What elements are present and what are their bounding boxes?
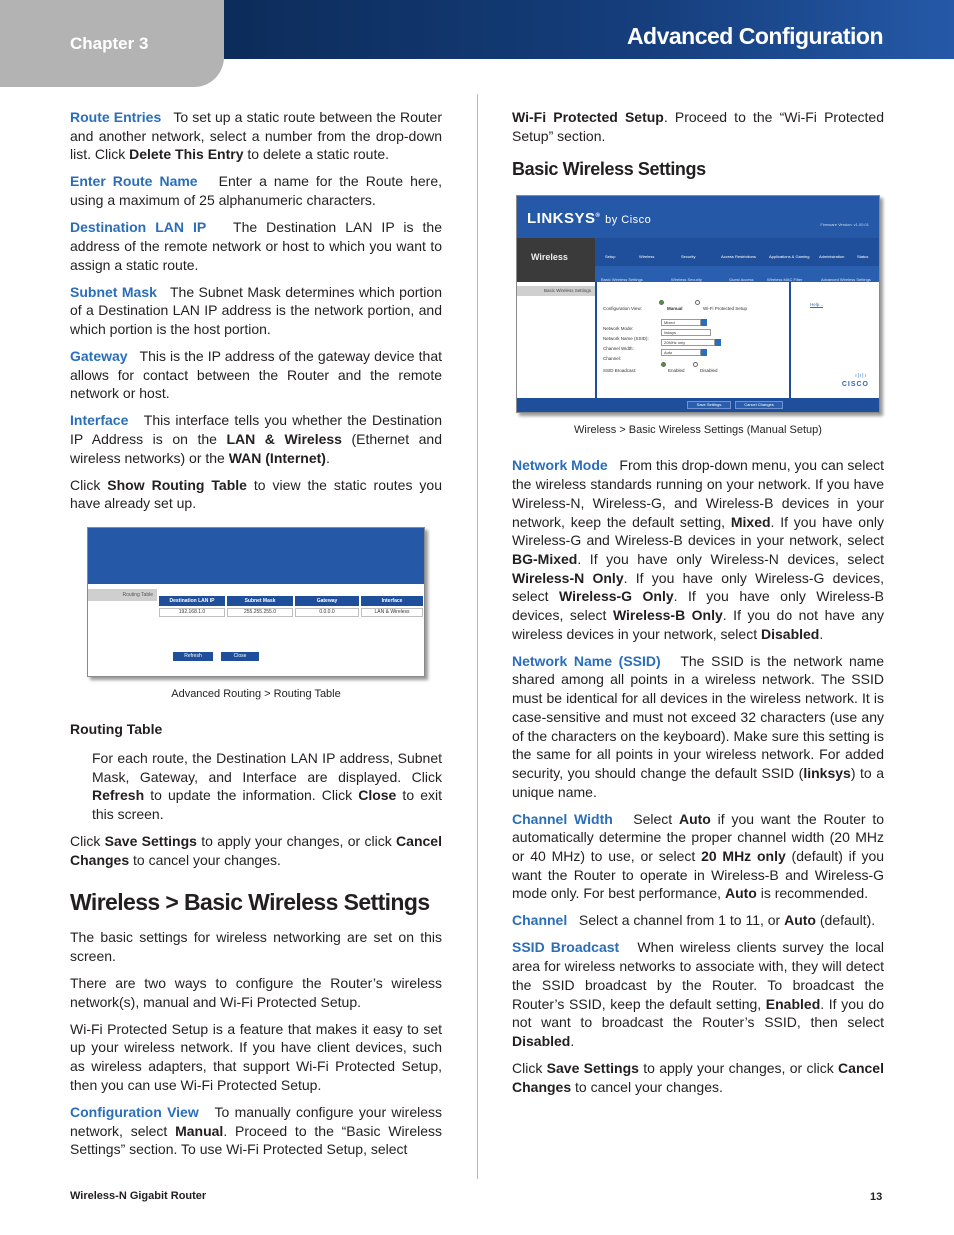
subtab-security: Wireless Security: [671, 277, 702, 283]
tab-applications-gaming: Applications & Gaming: [769, 254, 810, 260]
cancel-changes-button: Cancel Changes: [735, 401, 783, 409]
title-bar: [224, 0, 954, 59]
text: to delete a static route.: [243, 146, 390, 163]
text: This is the IP address of the gateway device that allows for contact between the Router and the remote network or host.: [70, 347, 442, 402]
refresh-button: Refresh: [173, 652, 213, 661]
radio-disabled: [693, 362, 698, 367]
footer-page-number: 13: [870, 1191, 883, 1203]
bold-text: Disabled: [761, 625, 820, 642]
text: . If you do not want to broadcast the Router’s SSID, then select: [512, 995, 884, 1031]
table-header-destination: Destination LAN IP: [159, 596, 225, 606]
channel-width-select: 20MHz only: [661, 339, 715, 346]
ssid-label: Network Name (SSID):: [603, 336, 649, 342]
bold-text: Wi-Fi Protected Setup: [512, 109, 664, 125]
left-rule: [595, 282, 597, 398]
bold-text: Save Settings: [546, 1059, 639, 1076]
text: . Proceed to the “Wi-Fi Protected Setup” section.: [512, 109, 884, 144]
text: to view the static routes you have already set up.: [70, 476, 443, 512]
para-wireless-2: There are two ways to configure the Router’s wireless network(s), manual and Wi-Fi Protected Setup.: [70, 975, 442, 1010]
text: .: [819, 625, 824, 642]
section-label: Wireless: [531, 252, 568, 263]
screenshot-body: [517, 282, 879, 398]
wireless-caption: Wireless > Basic Wireless Settings (Manual Setup): [574, 424, 822, 437]
footer-product: Wireless-N Gigabit Router: [70, 1190, 207, 1202]
para-show-routing-table: [70, 476, 442, 513]
cisco-bars-icon: ı|ı|ı: [855, 372, 867, 379]
routing-table-caption: Advanced Routing > Routing Table: [171, 688, 341, 701]
network-mode-select: Mixed: [661, 319, 701, 326]
table-header-interface: Interface: [361, 596, 423, 606]
bold-text: Auto: [724, 885, 757, 902]
routing-table-figure: [70, 527, 442, 701]
main-tabs: [595, 238, 879, 266]
term-network-name: Network Name (SSID): [512, 652, 661, 669]
wireless-settings-screenshot: [516, 195, 880, 413]
tab-setup: Setup: [605, 254, 616, 260]
radio-enabled-label: Enabled: [668, 368, 685, 374]
bold-text: Wireless-N Only: [512, 569, 624, 586]
text: to apply your changes, or click: [638, 1059, 839, 1076]
text: is recommended.: [756, 885, 869, 902]
tab-access-restrictions: Access Restrictions: [721, 254, 756, 260]
bold-text: Close: [358, 787, 397, 804]
radio-manual-label: Manual: [667, 306, 683, 312]
table-cell-destination: 192.168.1.0: [159, 608, 225, 617]
basic-wireless-heading: Basic Wireless Settings: [512, 159, 706, 180]
chapter-title: Advanced Configuration: [626, 23, 883, 49]
para-route-entries: [70, 108, 442, 164]
table-cell-gateway: 0.0.0.0: [295, 608, 359, 617]
tab-status: Status: [857, 254, 869, 260]
text: To manually configure your wireless network, select: [70, 1103, 442, 1139]
text: Click: [512, 1059, 547, 1076]
text: to cancel your changes.: [129, 851, 281, 868]
radio-wps-label: Wi-Fi Protected Setup: [703, 306, 748, 312]
text: Select: [633, 810, 679, 827]
text: Click: [70, 832, 105, 849]
term-destination-ip: Destination LAN IP: [70, 219, 207, 236]
logo-subtext: by Cisco: [605, 214, 652, 227]
para-channel: [512, 911, 884, 930]
bold-text: Delete This Entry: [129, 146, 244, 163]
channel-select: Auto: [661, 349, 701, 356]
text: . If you have only Wireless-G devices, select: [512, 569, 884, 605]
tab-security: Security: [681, 254, 696, 260]
text: to cancel your changes.: [571, 1078, 723, 1095]
para-network-mode: [512, 456, 884, 643]
screenshot-header: [517, 196, 879, 238]
bold-text: Enabled: [765, 995, 821, 1012]
bold-text: Cancel Changes: [512, 1059, 884, 1095]
text: For each route, the Destination LAN IP address, Subnet Mask, Gateway, and Interface are displayed. Click: [92, 749, 442, 785]
save-settings-button: Save Settings: [687, 401, 731, 409]
para-wireless-1: The basic settings for wireless networking are set on this screen.: [70, 929, 442, 965]
channel-dropdown-icon: [701, 349, 707, 356]
logo-text: LINKSYS: [527, 210, 596, 228]
bold-text: WAN (Internet): [228, 449, 326, 466]
text: To set up a static route between the Router and another network, select a number from the drop-down list. Click: [70, 109, 442, 163]
right-rule: [789, 282, 791, 398]
term-subnet-mask: Subnet Mask: [70, 283, 157, 300]
para-interface: [70, 411, 442, 467]
config-view-label: Configuration View:: [603, 306, 642, 312]
text: to update the information. Click: [144, 787, 359, 804]
screenshot-sidebar: [88, 584, 157, 676]
bold-text: Wireless-B Only: [612, 607, 723, 624]
subtab-guest: Guest Access: [729, 277, 754, 283]
screenshot-footer: [517, 398, 879, 412]
text: . If you do not have any wireless devices in your network, select: [512, 607, 884, 642]
text: Enter a name for the Route here, using a maximum of 25 alphanumeric characters.: [70, 173, 442, 209]
table-cell-interface: LAN & Wireless: [361, 608, 423, 617]
text: (default) if you want the Router to operate in Wireless-B and Wireless-G mode only. For best performance,: [512, 848, 885, 902]
right-column: [512, 108, 884, 1105]
para-network-name: [512, 652, 884, 802]
tab-wireless: Wireless: [639, 254, 655, 260]
para-wireless-3: Wi-Fi Protected Setup is a feature that makes it easy to set up your wireless network. If you have client devices, such as wireless adapters, that support Wi-Fi Protected Setup, then you can use Wi-Fi Protected Setup.: [70, 1020, 442, 1093]
text: . Proceed to the “Basic Wireless Settings” section. To use Wi-Fi Protected Setup, select: [70, 1122, 443, 1158]
bold-text: Refresh: [92, 787, 145, 804]
bold-text: linksys: [803, 764, 851, 781]
text: From this drop-down menu, you can select the wireless standards running on your network. If you have Wireless-N, Wireless-G, and Wireless-B devices in your network, keep the default setting,: [512, 457, 884, 530]
term-route-name: Enter Route Name: [70, 173, 198, 190]
text: .: [570, 1032, 575, 1049]
channel-width-dropdown-icon: [715, 339, 721, 346]
linksys-logo: LINKSYS® by Cisco: [527, 210, 652, 228]
bold-text: Show Routing Table: [107, 476, 247, 493]
section-band: [517, 238, 595, 282]
term-route-entries: Route Entries: [70, 109, 162, 125]
para-route-name: [70, 172, 442, 209]
para-destination-ip: [70, 218, 442, 274]
chapter-tab: [0, 0, 224, 87]
table-cell-subnet: 255.255.255.0: [227, 608, 293, 617]
screenshot-header-band: [88, 528, 424, 584]
text: (Ethernet and wireless networks) or the: [70, 431, 443, 466]
routing-table-screenshot: [87, 527, 425, 677]
term-ssid-broadcast: SSID Broadcast: [512, 939, 620, 956]
bold-text: Save Settings: [104, 832, 197, 849]
term-gateway: Gateway: [70, 347, 128, 364]
text: Select a channel from 1 to 11, or: [578, 912, 785, 929]
radio-enabled: [661, 362, 666, 367]
screenshot-main: [157, 584, 424, 676]
term-configuration-view: Configuration View: [70, 1103, 199, 1120]
para-save-settings-right: [512, 1059, 884, 1096]
screenshot-side-label: Routing Table: [88, 589, 157, 601]
help-link: Help...: [810, 302, 824, 308]
radio-disabled-label: Disabled: [700, 368, 718, 374]
bold-text: Disabled: [512, 1032, 571, 1049]
wireless-figure: [512, 195, 884, 437]
para-wps-continued: [512, 108, 884, 145]
channel-label: Channel:: [603, 356, 622, 362]
para-channel-width: [512, 810, 884, 904]
radio-manual: [659, 300, 664, 305]
column-divider: [477, 94, 478, 1179]
text: This interface tells you whether the Destination IP Address is on the: [70, 412, 442, 448]
subtab-advanced: Advanced Wireless Settings: [821, 277, 871, 283]
text: Click: [70, 476, 108, 493]
sub-tabs: [595, 266, 879, 282]
close-button: Close: [221, 652, 259, 661]
para-save-settings-left: [70, 832, 442, 869]
text: The SSID is the network name shared among all points in a wireless network. The SSID must be identical for all devices in the wireless network. It is case-sensitive and must not exceed 32 characters (use any of the characters on the keyboard). Make sure this setting is the same for all points in your wireless network. For added security, you should change the default SSID (: [512, 652, 884, 781]
text: if you want the Router to automatically determine the proper channel width (20 MHz or 40 MHz) to use, or select: [512, 810, 885, 865]
cisco-logo: CISCO: [841, 380, 869, 388]
para-routing-table: [70, 749, 442, 824]
term-channel: Channel: [512, 912, 568, 929]
channel-width-label: Channel Width:: [603, 346, 634, 352]
text: . If you have only Wireless-B devices, select: [512, 588, 884, 624]
text: to apply your changes, or click: [196, 832, 397, 849]
text: . If you have only Wireless-N devices, select: [577, 550, 884, 567]
bold-text: Cancel Changes: [70, 832, 442, 868]
text: The Subnet Mask determines which portion of a Destination LAN IP address is the network portion, and which portion is the host portion.: [70, 283, 442, 337]
text: .: [325, 449, 330, 466]
text: to exit this screen.: [92, 787, 442, 822]
network-mode-label: Network Mode:: [603, 326, 634, 332]
bold-text: 20 MHz only: [701, 848, 786, 865]
para-gateway: [70, 347, 442, 403]
term-network-mode: Network Mode: [512, 457, 608, 474]
subtab-mac-filter: Wireless MAC Filter: [767, 277, 803, 283]
text: ) to a unique name.: [512, 764, 884, 800]
bold-text: BG-Mixed: [512, 550, 578, 567]
ssid-broadcast-label: SSID Broadcast:: [603, 368, 637, 374]
left-column: [70, 108, 442, 1167]
bold-text: Manual: [175, 1122, 224, 1139]
text: . If you have only Wireless-G and Wireless-B devices in your network, select: [512, 513, 884, 549]
table-header-subnet: Subnet Mask: [227, 596, 293, 606]
term-channel-width: Channel Width: [512, 810, 613, 827]
routing-table-heading: Routing Table: [70, 721, 163, 738]
text: When wireless clients survey the local area for wireless networks to associate with, they will detect the SSID broadcast by the Router. To broadcast the Router’s SSID, keep the default setting,: [512, 939, 884, 1012]
ssid-input: linksys: [661, 329, 711, 336]
text: The Destination LAN IP is the address of the remote network or host to which you want to assign a static route.: [70, 219, 442, 273]
bold-text: Wireless-G Only: [559, 588, 674, 605]
bold-text: Auto: [678, 810, 711, 827]
subtab-basic: Basic Wireless Settings: [601, 277, 643, 283]
table-header-gateway: Gateway: [295, 596, 359, 606]
bold-text: LAN & Wireless: [226, 431, 342, 448]
screenshot-side-label: Basic Wireless Settings: [517, 286, 595, 296]
para-subnet-mask: [70, 283, 442, 339]
radio-wps: [695, 300, 700, 305]
bold-text: Auto: [784, 912, 816, 929]
network-mode-dropdown-icon: [701, 319, 707, 326]
term-interface: Interface: [70, 412, 129, 429]
text: (default).: [815, 912, 876, 929]
para-ssid-broadcast: [512, 938, 884, 1050]
tab-administration: Administration: [819, 254, 845, 260]
wireless-section-heading: Wireless > Basic Wireless Settings: [70, 889, 430, 916]
para-configuration-view: [70, 1103, 442, 1159]
chapter-label: Chapter 3: [70, 34, 149, 53]
bold-text: Mixed: [730, 513, 771, 530]
firmware-version: Firmware Version: v1.00.01: [820, 222, 869, 228]
